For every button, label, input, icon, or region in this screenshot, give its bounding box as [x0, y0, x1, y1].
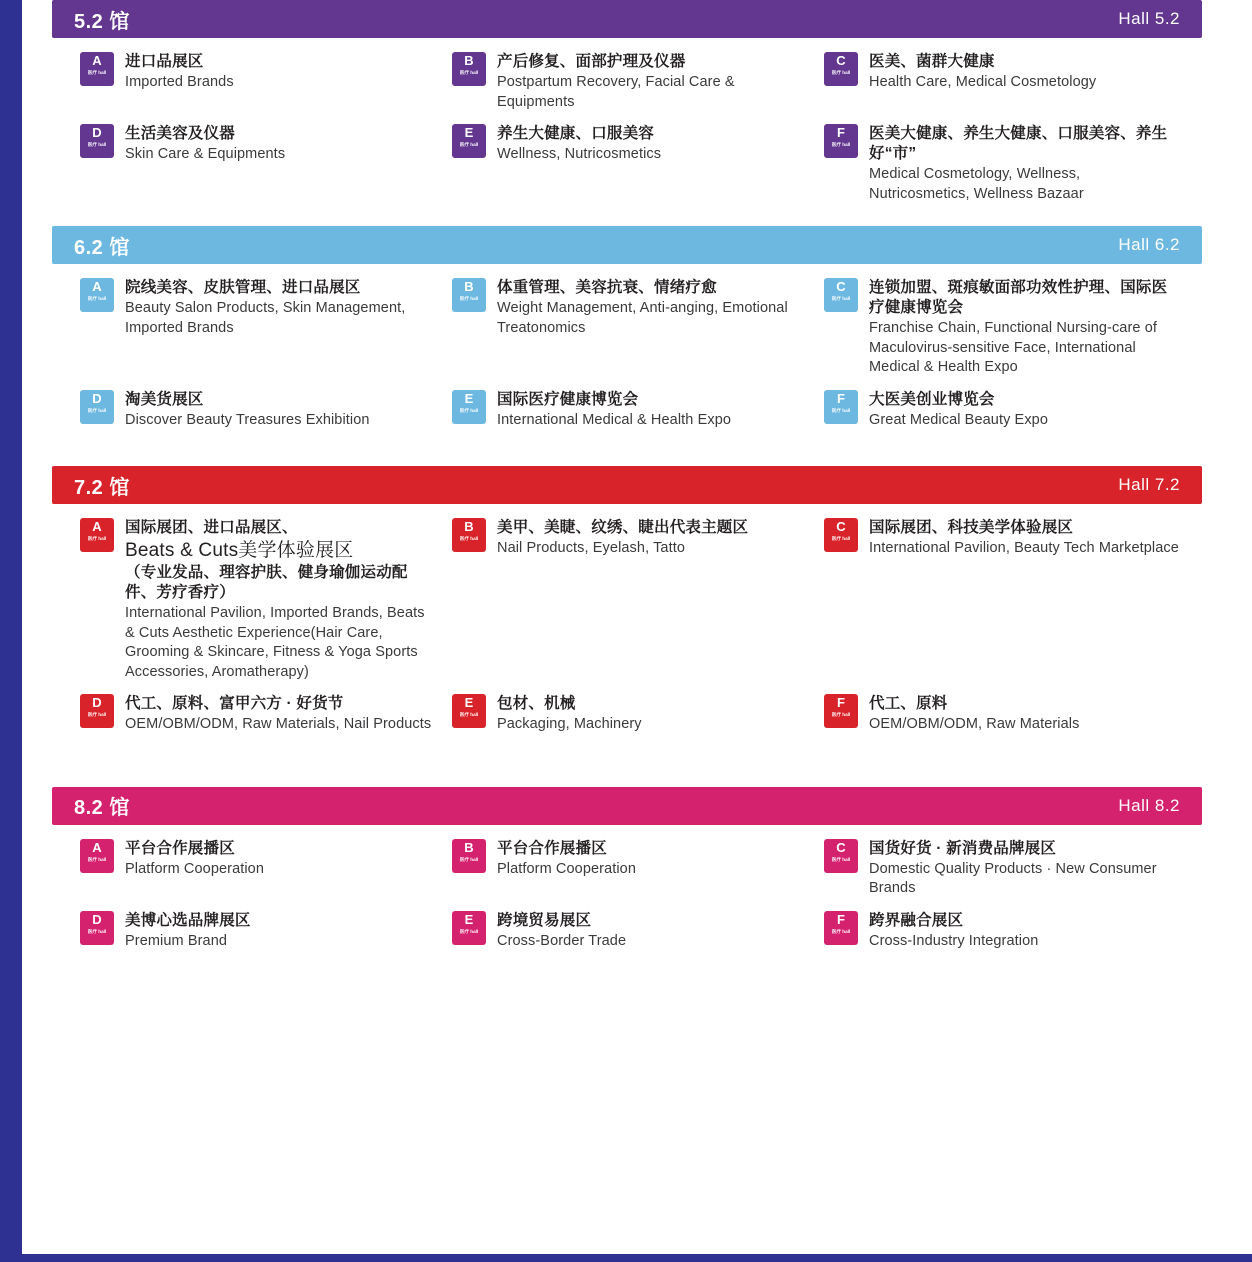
hall-title-en: Hall 8.2 [1118, 795, 1180, 815]
zone-letter: A [92, 53, 102, 68]
zone-name-cn: 养生大健康、口服美容 [497, 125, 655, 142]
zone-name-cn-highlight: Beats & Cuts美学体验展区 [125, 540, 354, 561]
section-spacer [22, 442, 1252, 466]
zone-name-cn: 国际展团、进口品展区、 [125, 519, 298, 536]
zone-name-cn: 代工、原料、富甲六方 · 好货节 [125, 695, 344, 712]
zone-item [80, 839, 452, 899]
zone-badge-sublabel: 医疗 hall [831, 928, 851, 935]
zone-text [869, 278, 1182, 378]
zone-letter: E [464, 911, 474, 927]
hall-title-en: Hall 5.2 [1118, 9, 1180, 28]
hall-title-cn: 5.2 馆 [74, 10, 130, 33]
zone-letter: D [92, 125, 102, 140]
zone-name-cn: 代工、原料 [869, 695, 948, 712]
zone-text [125, 124, 438, 165]
zone-letter-badge [80, 518, 114, 552]
zone-name-en: International Medical & Health Expo [497, 411, 732, 428]
zone-name-cn: 平台合作展播区 [497, 839, 607, 857]
zone-letter: C [836, 279, 846, 294]
zone-letter-badge [824, 911, 858, 945]
zone-text [125, 518, 438, 682]
hall-block [22, 226, 1252, 442]
hall-header [52, 0, 1202, 38]
zone-name-cn: 跨境贸易展区 [497, 911, 592, 929]
zone-badge-sublabel: 医疗 hall [831, 856, 851, 863]
zone-letter-badge [80, 52, 114, 86]
zone-text [125, 694, 438, 735]
zone-letter-badge [452, 124, 486, 158]
zone-item [452, 518, 824, 682]
zone-badge-sublabel: 医疗 hall [87, 928, 107, 935]
hall-title-en: Hall 7.2 [1118, 475, 1180, 494]
zone-name-cn: 包材、机械 [497, 695, 576, 712]
zone-badge-sublabel: 医疗 hall [459, 856, 479, 863]
zone-name-cn: 美甲、美睫、纹绣、睫出代表主题区 [497, 519, 749, 536]
zone-name-en: Beauty Salon Products, Skin Management, Imported Brands [125, 300, 406, 336]
zone-name-en: Health Care, Medical Cosmetology [869, 74, 1097, 90]
zone-letter: A [92, 279, 102, 294]
zone-text [125, 390, 438, 431]
zone-letter: D [92, 695, 102, 710]
zone-name-cn: 美博心选品牌展区 [125, 911, 251, 929]
zone-name-cn: 国际展团、科技美学体验展区 [869, 519, 1074, 536]
zone-item [452, 390, 824, 431]
zone-letter: C [836, 519, 846, 534]
zone-text [497, 839, 810, 880]
zone-name-en: Skin Care & Equipments [125, 146, 286, 162]
zone-item [824, 52, 1196, 112]
zone-letter: F [837, 911, 845, 927]
hall-block [22, 466, 1252, 747]
zone-letter: B [464, 839, 474, 855]
zone-text [869, 390, 1182, 431]
zone-letter-badge [452, 839, 486, 873]
zone-item [80, 278, 452, 378]
zone-name-en: Discover Beauty Treasures Exhibition [125, 411, 370, 428]
zone-text [869, 911, 1182, 952]
zone-name-en: Platform Cooperation [497, 860, 637, 877]
zone-badge-sublabel: 医疗 hall [87, 407, 107, 414]
zone-item [80, 124, 452, 204]
zone-letter: A [92, 839, 102, 855]
zone-name-cn: 淘美货展区 [125, 390, 204, 408]
zone-badge-sublabel: 医疗 hall [831, 536, 851, 542]
zone-badge-sublabel: 医疗 hall [459, 296, 479, 302]
zone-grid [22, 504, 1252, 747]
zone-letter: B [464, 53, 474, 68]
zone-letter-badge [80, 911, 114, 945]
zone-text [497, 52, 810, 112]
page-bottom-accent-bar [0, 1254, 1252, 1262]
zone-badge-sublabel: 医疗 hall [459, 928, 479, 935]
zone-badge-sublabel: 医疗 hall [87, 856, 107, 863]
hall-header [52, 466, 1202, 504]
zone-letter: E [464, 125, 474, 140]
zone-letter-badge [452, 278, 486, 312]
zone-name-en: Medical Cosmetology, Wellness, Nutricosmetics, Wellness Bazaar [869, 166, 1084, 202]
page-left-accent-bar [0, 0, 22, 1262]
zone-name-en: Franchise Chain, Functional Nursing-care of Maculovirus-sensitive Face, International Medical & Health Expo [869, 320, 1157, 375]
zone-name-cn-detail: （专业发品、理容护肤、健身瑜伽运动配件、芳疗香疗） [125, 564, 408, 601]
zone-name-en: Postpartum Recovery, Facial Care & Equipments [497, 74, 735, 110]
hall-title-cn: 8.2 馆 [74, 797, 130, 819]
zone-badge-sublabel: 医疗 hall [87, 712, 107, 718]
zone-letter: D [92, 390, 102, 406]
zone-badge-sublabel: 医疗 hall [459, 70, 479, 76]
zone-letter-badge [452, 390, 486, 424]
zone-letter-badge [824, 518, 858, 552]
zone-badge-sublabel: 医疗 hall [459, 536, 479, 542]
zone-name-cn: 生活美容及仪器 [125, 125, 235, 142]
zone-text [497, 278, 810, 338]
zone-name-cn: 国际医疗健康博览会 [497, 390, 639, 408]
zone-badge-sublabel: 医疗 hall [459, 712, 479, 718]
zone-text [869, 518, 1182, 559]
zone-letter-badge [452, 52, 486, 86]
hall-list [22, 0, 1252, 987]
zone-letter-badge [824, 124, 858, 158]
zone-letter-badge [824, 694, 858, 728]
zone-item [452, 278, 824, 378]
zone-letter: C [836, 53, 846, 68]
zone-item [452, 839, 824, 899]
zone-letter: B [464, 279, 474, 294]
zone-name-cn: 连锁加盟、斑痕敏面部功效性护理、国际医疗健康博览会 [869, 279, 1168, 316]
zone-name-en: Imported Brands [125, 74, 234, 90]
zone-letter: E [464, 695, 474, 710]
zone-name-en: OEM/OBM/ODM, Raw Materials [869, 716, 1080, 732]
zone-letter-badge [824, 52, 858, 86]
zone-text [869, 839, 1182, 899]
zone-letter-badge [80, 390, 114, 424]
zone-name-en: Packaging, Machinery [497, 716, 642, 732]
zone-name-en: International Pavilion, Beauty Tech Marketplace [869, 540, 1179, 556]
section-spacer [22, 963, 1252, 987]
zone-text [497, 694, 810, 735]
zone-name-en: Weight Management, Anti-anging, Emotional Treatonomics [497, 300, 788, 336]
zone-letter-badge [80, 694, 114, 728]
zone-grid [22, 264, 1252, 442]
zone-name-cn: 产后修复、面部护理及仪器 [497, 53, 686, 70]
zone-letter: F [837, 125, 845, 140]
zone-name-en: Premium Brand [125, 932, 228, 949]
zone-name-en: Nail Products, Eyelash, Tatto [497, 540, 686, 556]
section-spacer [22, 747, 1252, 787]
zone-name-en: Wellness, Nutricosmetics [497, 146, 662, 162]
zone-letter: C [836, 839, 846, 855]
zone-badge-sublabel: 医疗 hall [87, 296, 107, 302]
zone-badge-sublabel: 医疗 hall [459, 407, 479, 414]
zone-text [869, 52, 1182, 93]
zone-name-en: Domestic Quality Products · New Consumer Brands [869, 860, 1157, 896]
zone-name-cn: 国货好货 · 新消费品牌展区 [869, 839, 1057, 857]
zone-name-cn: 医美大健康、养生大健康、口服美容、养生好“市” [869, 125, 1168, 162]
zone-text [497, 124, 810, 165]
hall-header [52, 787, 1202, 825]
zone-letter: F [837, 695, 845, 710]
zone-letter-badge [80, 124, 114, 158]
hall-title-en: Hall 6.2 [1118, 235, 1180, 254]
zone-item [452, 911, 824, 952]
zone-item [452, 124, 824, 204]
zone-badge-sublabel: 医疗 hall [87, 70, 107, 76]
zone-letter-badge [824, 390, 858, 424]
section-spacer [22, 216, 1252, 226]
zone-letter: B [464, 519, 474, 534]
zone-badge-sublabel: 医疗 hall [831, 712, 851, 718]
zone-text [125, 839, 438, 880]
hall-block [22, 787, 1252, 964]
zone-name-en: OEM/OBM/ODM, Raw Materials, Nail Products [125, 716, 432, 732]
zone-badge-sublabel: 医疗 hall [831, 296, 851, 302]
zone-name-en: Great Medical Beauty Expo [869, 411, 1049, 428]
zone-text [125, 52, 438, 93]
zone-text [869, 124, 1182, 204]
hall-title-cn: 7.2 馆 [74, 476, 130, 499]
zone-letter-badge [824, 278, 858, 312]
zone-name-cn: 进口品展区 [125, 53, 204, 70]
zone-letter-badge [452, 694, 486, 728]
zone-name-cn: 大医美创业博览会 [869, 390, 995, 408]
zone-letter: A [92, 519, 102, 534]
zone-grid [22, 825, 1252, 964]
zone-badge-sublabel: 医疗 hall [87, 536, 107, 542]
zone-badge-sublabel: 医疗 hall [87, 142, 107, 148]
hall-title-cn: 6.2 馆 [74, 236, 130, 259]
zone-text [497, 518, 810, 559]
zone-letter: D [92, 911, 102, 927]
zone-text [125, 278, 438, 338]
zone-item [80, 911, 452, 952]
zone-item [452, 694, 824, 735]
zone-item [80, 518, 452, 682]
zone-letter-badge [80, 839, 114, 873]
zone-grid [22, 38, 1252, 216]
zone-name-cn: 跨界融合展区 [869, 911, 964, 929]
zone-letter-badge [452, 518, 486, 552]
zone-letter: E [464, 390, 474, 406]
zone-text [497, 911, 810, 952]
zone-name-en: Cross-Industry Integration [869, 932, 1039, 949]
zone-name-cn: 体重管理、美容抗衰、情绪疗愈 [497, 279, 717, 296]
zone-name-en: International Pavilion, Imported Brands, Beats & Cuts Aesthetic Experience(Hair Care, Grooming & Skincare, Fitness & Yoga Sports Accessories, Aromatherapy) [125, 605, 425, 680]
zone-item [824, 278, 1196, 378]
zone-badge-sublabel: 医疗 hall [831, 70, 851, 76]
zone-name-en: Platform Cooperation [125, 860, 265, 877]
zone-item [824, 694, 1196, 735]
zone-name-cn: 医美、菌群大健康 [869, 53, 995, 70]
zone-item [824, 839, 1196, 899]
zone-text [125, 911, 438, 952]
zone-item [80, 390, 452, 431]
zone-item [80, 52, 452, 112]
zone-badge-sublabel: 医疗 hall [831, 142, 851, 148]
zone-item [80, 694, 452, 735]
zone-letter-badge [452, 911, 486, 945]
zone-badge-sublabel: 医疗 hall [459, 142, 479, 148]
zone-text [869, 694, 1182, 735]
zone-letter: F [837, 390, 845, 406]
zone-text [497, 390, 810, 431]
zone-item [824, 911, 1196, 952]
zone-badge-sublabel: 医疗 hall [831, 407, 851, 414]
hall-header [52, 226, 1202, 264]
zone-item [824, 124, 1196, 204]
zone-name-cn: 平台合作展播区 [125, 839, 235, 857]
zone-letter-badge [824, 839, 858, 873]
zone-name-en: Cross-Border Trade [497, 932, 627, 949]
zone-item [824, 518, 1196, 682]
zone-item [824, 390, 1196, 431]
zone-name-cn: 院线美容、皮肤管理、进口品展区 [125, 279, 361, 296]
zone-item [452, 52, 824, 112]
hall-block [22, 0, 1252, 216]
zone-letter-badge [80, 278, 114, 312]
